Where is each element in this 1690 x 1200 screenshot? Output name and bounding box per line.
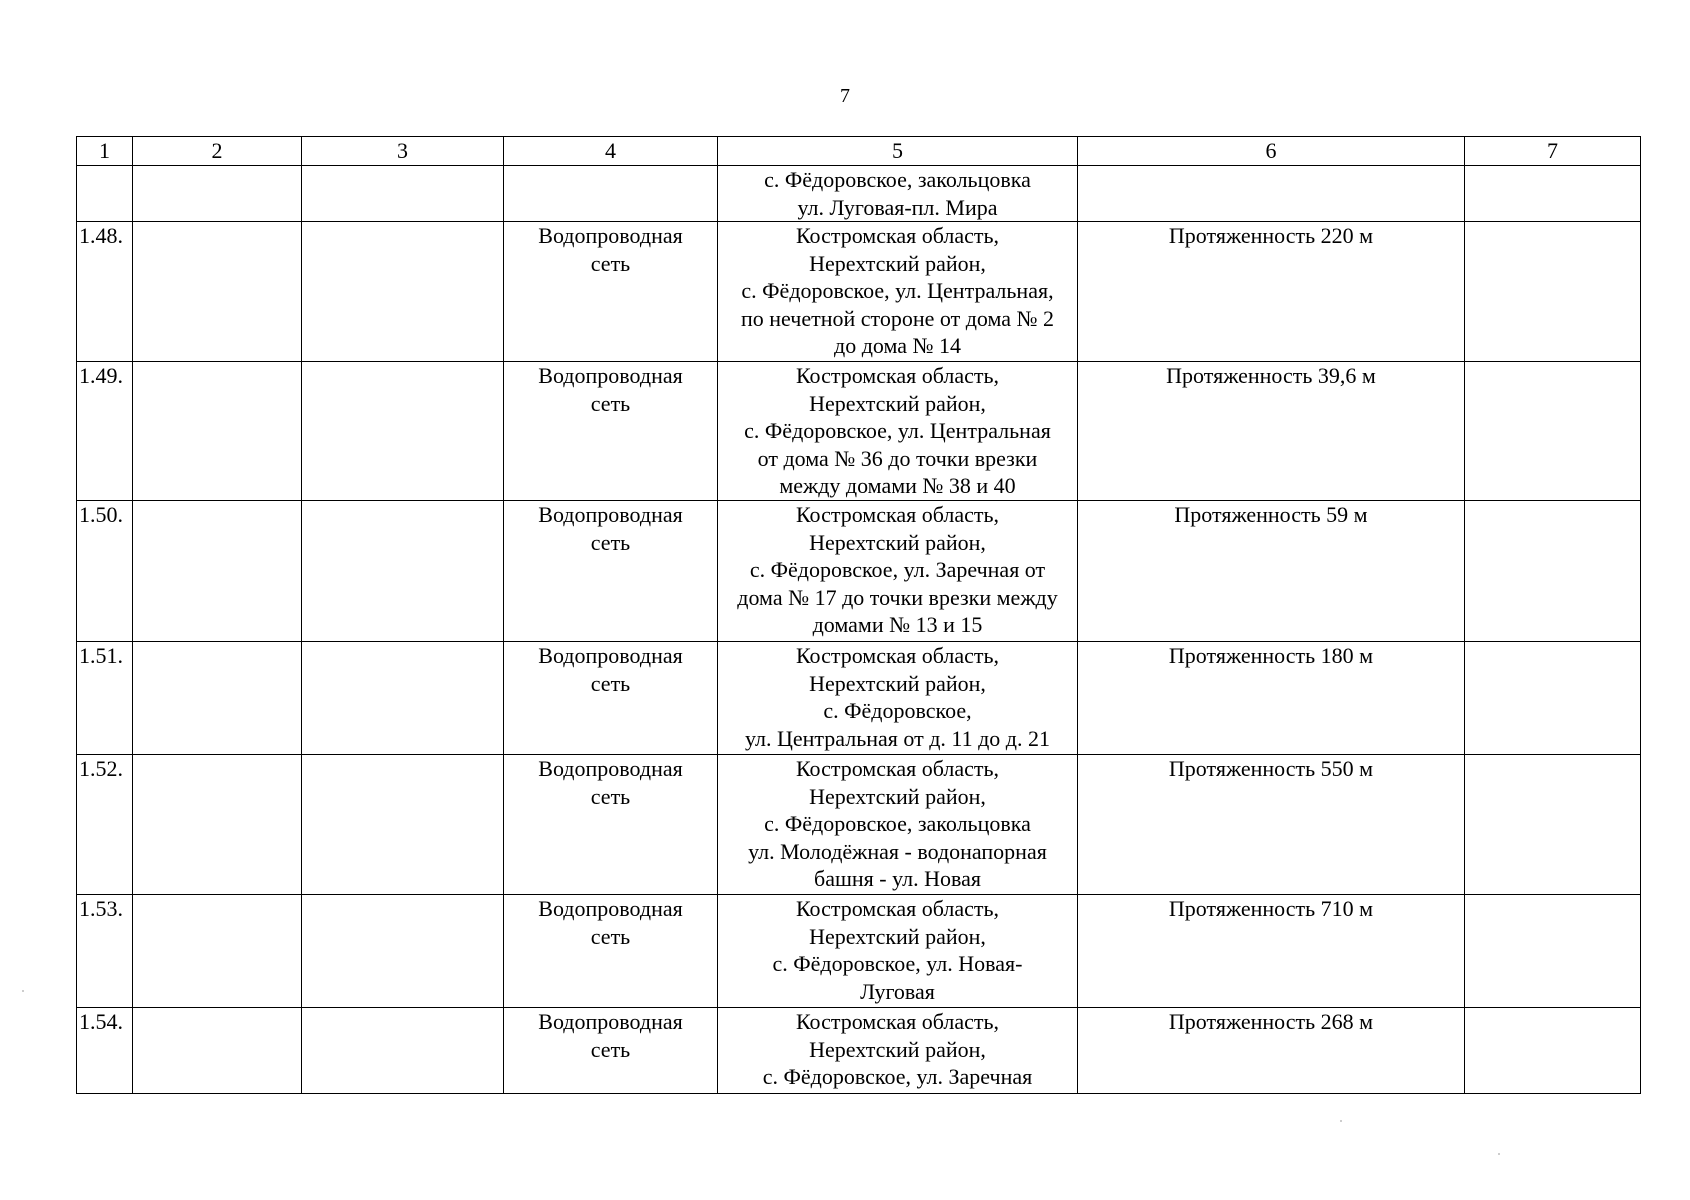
col3-cell bbox=[302, 642, 504, 755]
col3-cell bbox=[302, 166, 504, 222]
object-type-cell: Водопроводная сеть bbox=[504, 222, 718, 362]
table-row bbox=[77, 755, 1641, 895]
column-header: 5 bbox=[718, 137, 1078, 166]
address-cell: Костромская область, Нерехтский район, с. Фёдоровское, ул. Центральная от дома № 36 до точки врезки между домами № 38 и 40 bbox=[718, 362, 1078, 501]
col7-cell bbox=[1465, 895, 1641, 1008]
col2-cell bbox=[133, 1008, 302, 1094]
scan-speck bbox=[1498, 1153, 1500, 1155]
column-header: 1 bbox=[77, 137, 133, 166]
col3-cell bbox=[302, 501, 504, 642]
row-number-cell: 1.51. bbox=[77, 642, 133, 755]
table-row bbox=[77, 166, 1641, 222]
object-type-cell: Водопроводная сеть bbox=[504, 1008, 718, 1094]
characteristic-cell bbox=[1078, 166, 1465, 222]
table-row bbox=[77, 895, 1641, 1008]
address-cell: Костромская область, Нерехтский район, с. Фёдоровское, ул. Центральная, по нечетной стороне от дома № 2 до дома № 14 bbox=[718, 222, 1078, 362]
address-cell: Костромская область, Нерехтский район, с. Фёдоровское, ул. Заречная bbox=[718, 1008, 1078, 1094]
page-number: 7 bbox=[840, 85, 850, 107]
table-header-row bbox=[77, 137, 1641, 166]
column-header: 6 bbox=[1078, 137, 1465, 166]
characteristic-cell: Протяженность 180 м bbox=[1078, 642, 1465, 755]
col7-cell bbox=[1465, 1008, 1641, 1094]
column-header: 4 bbox=[504, 137, 718, 166]
col3-cell bbox=[302, 755, 504, 895]
col2-cell bbox=[133, 166, 302, 222]
col2-cell bbox=[133, 642, 302, 755]
col3-cell bbox=[302, 362, 504, 501]
characteristic-cell: Протяженность 59 м bbox=[1078, 501, 1465, 642]
col7-cell bbox=[1465, 755, 1641, 895]
object-type-cell: Водопроводная сеть bbox=[504, 501, 718, 642]
col7-cell bbox=[1465, 166, 1641, 222]
row-number-cell: 1.53. bbox=[77, 895, 133, 1008]
row-number-cell: 1.52. bbox=[77, 755, 133, 895]
object-type-cell: Водопроводная сеть bbox=[504, 755, 718, 895]
col2-cell bbox=[133, 895, 302, 1008]
address-cell: Костромская область, Нерехтский район, с. Фёдоровское, ул. Центральная от д. 11 до д. 21 bbox=[718, 642, 1078, 755]
col2-cell bbox=[133, 362, 302, 501]
table-row bbox=[77, 501, 1641, 642]
characteristic-cell: Протяженность 220 м bbox=[1078, 222, 1465, 362]
table-row bbox=[77, 1008, 1641, 1094]
row-number-cell: 1.48. bbox=[77, 222, 133, 362]
scan-speck bbox=[1340, 1120, 1342, 1122]
object-type-cell: Водопроводная сеть bbox=[504, 895, 718, 1008]
col2-cell bbox=[133, 222, 302, 362]
col7-cell bbox=[1465, 362, 1641, 501]
col7-cell bbox=[1465, 222, 1641, 362]
table-row bbox=[77, 642, 1641, 755]
col7-cell bbox=[1465, 642, 1641, 755]
column-header: 3 bbox=[302, 137, 504, 166]
address-cell: Костромская область, Нерехтский район, с. Фёдоровское, ул. Заречная от дома № 17 до точки врезки между домами № 13 и 15 bbox=[718, 501, 1078, 642]
row-number-cell: 1.49. bbox=[77, 362, 133, 501]
characteristic-cell: Протяженность 710 м bbox=[1078, 895, 1465, 1008]
scan-speck bbox=[22, 990, 24, 992]
col3-cell bbox=[302, 222, 504, 362]
characteristic-cell: Протяженность 268 м bbox=[1078, 1008, 1465, 1094]
col7-cell bbox=[1465, 501, 1641, 642]
table-row bbox=[77, 222, 1641, 362]
address-cell: Костромская область, Нерехтский район, с. Фёдоровское, закольцовка ул. Молодёжная - водонапорная башня - ул. Новая bbox=[718, 755, 1078, 895]
col2-cell bbox=[133, 755, 302, 895]
col2-cell bbox=[133, 501, 302, 642]
row-number-cell: 1.54. bbox=[77, 1008, 133, 1094]
object-type-cell: Водопроводная сеть bbox=[504, 362, 718, 501]
address-cell: с. Фёдоровское, закольцовка ул. Луговая-пл. Мира bbox=[718, 166, 1078, 222]
object-type-cell: Водопроводная сеть bbox=[504, 642, 718, 755]
col3-cell bbox=[302, 895, 504, 1008]
characteristic-cell: Протяженность 550 м bbox=[1078, 755, 1465, 895]
col3-cell bbox=[302, 1008, 504, 1094]
row-number-cell: 1.50. bbox=[77, 501, 133, 642]
characteristic-cell: Протяженность 39,6 м bbox=[1078, 362, 1465, 501]
table-row bbox=[77, 362, 1641, 501]
row-number-cell bbox=[77, 166, 133, 222]
object-type-cell bbox=[504, 166, 718, 222]
column-header: 7 bbox=[1465, 137, 1641, 166]
address-cell: Костромская область, Нерехтский район, с. Фёдоровское, ул. Новая- Луговая bbox=[718, 895, 1078, 1008]
registry-table bbox=[76, 136, 1641, 1094]
column-header: 2 bbox=[133, 137, 302, 166]
